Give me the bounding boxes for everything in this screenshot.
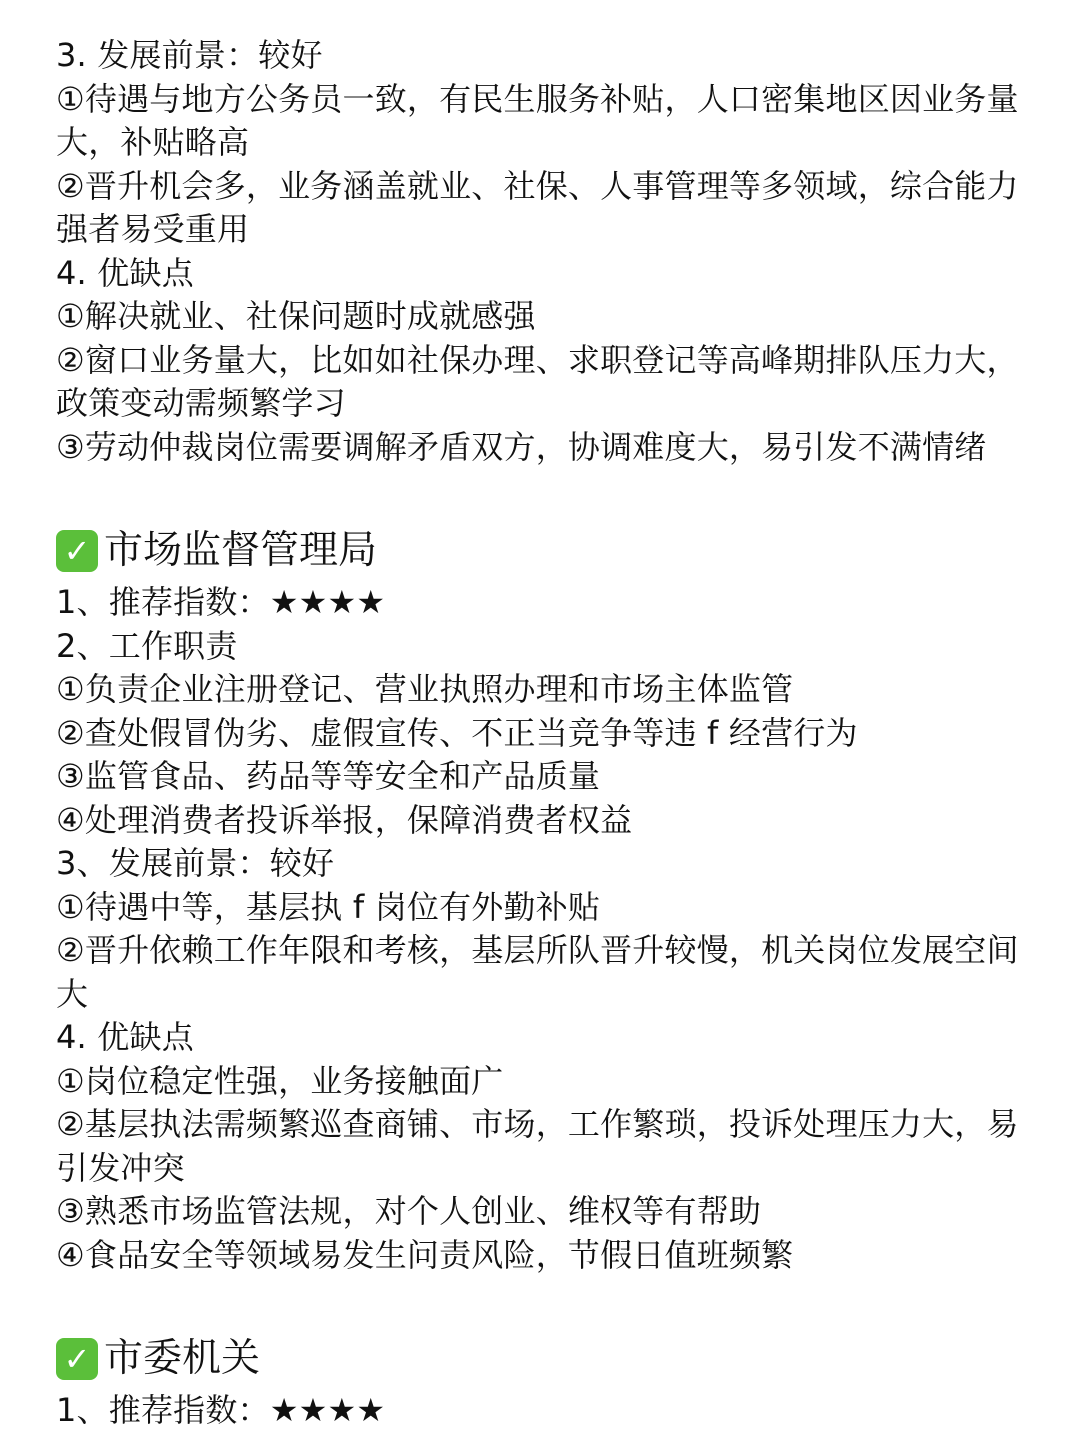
- section-hrss-continued: [56, 34, 1046, 469]
- text-line: 政策变动需频繁学习: [56, 384, 346, 422]
- section-spacer: [56, 1277, 1046, 1335]
- text-line: ②晋升依赖工作年限和考核，基层所队晋升较慢，机关岗位发展空间: [56, 931, 1019, 969]
- text-line: ④处理消费者投诉举报，保障消费者权益: [56, 800, 633, 839]
- text-line: ①解决就业、社保问题时成就感强: [56, 297, 536, 335]
- section-title: 市场监督管理局: [104, 528, 378, 573]
- text-line: 大，补贴略高: [56, 123, 250, 161]
- text-line: ①负责企业注册登记、营业执照办理和市场主体监管: [56, 670, 794, 708]
- text-line: ②查处假冒伪劣、虚假宣传、不正当竞争等违 f 经营行为: [56, 713, 858, 752]
- article-body: [56, 34, 1046, 1433]
- text-line: ②晋升机会多，业务涵盖就业、社保、人事管理等多领域，综合能力: [56, 166, 1019, 205]
- text-line: ③监管食品、药品等等安全和产品质量: [56, 757, 601, 795]
- text-line: 1、推荐指数：★★★★: [56, 583, 386, 621]
- text-line: 3、发展前景：较好: [56, 844, 335, 882]
- text-line: ③熟悉市场监管法规，对个人创业、维权等有帮助: [56, 1192, 762, 1230]
- text-line: 2、工作职责: [56, 626, 238, 665]
- section-title: 市委机关: [104, 1336, 261, 1381]
- section-spacer: [56, 469, 1046, 527]
- text-line: ①待遇与地方公务员一致，有民生服务补贴，人口密集地区因业务量: [56, 79, 1019, 118]
- text-line: 强者易受重用: [56, 210, 250, 248]
- text-line: 4. 优缺点: [56, 253, 194, 292]
- text-line: 引发冲突: [56, 1148, 185, 1187]
- text-line: ②基层执法需频繁巡查商铺、市场，工作繁琐，投诉处理压力大，易: [56, 1105, 1019, 1143]
- text-line: 1、推荐指数：★★★★: [56, 1391, 386, 1429]
- section-market-supervision: [56, 527, 1046, 1277]
- text-line: ④食品安全等领域易发生问责风险，节假日值班频繁: [56, 1235, 794, 1274]
- text-line: ①待遇中等，基层执 f 岗位有外勤补贴: [56, 887, 601, 926]
- section-heading: [56, 1335, 1046, 1383]
- check-mark-icon: ✓: [56, 530, 98, 572]
- text-line: ③劳动仲裁岗位需要调解矛盾双方，协调难度大，易引发不满情绪: [56, 427, 987, 466]
- text-line: 3. 发展前景：较好: [56, 36, 323, 74]
- section-municipal-party-committee: [56, 1335, 1046, 1433]
- text-line: ②窗口业务量大，比如如社保办理、求职登记等高峰期排队压力大，: [56, 340, 1019, 379]
- text-line: 大: [56, 974, 89, 1013]
- text-line: ①岗位稳定性强，业务接触面广: [56, 1061, 504, 1100]
- text-line: 4. 优缺点: [56, 1018, 194, 1056]
- section-heading: [56, 527, 1046, 575]
- check-mark-icon: ✓: [56, 1338, 98, 1380]
